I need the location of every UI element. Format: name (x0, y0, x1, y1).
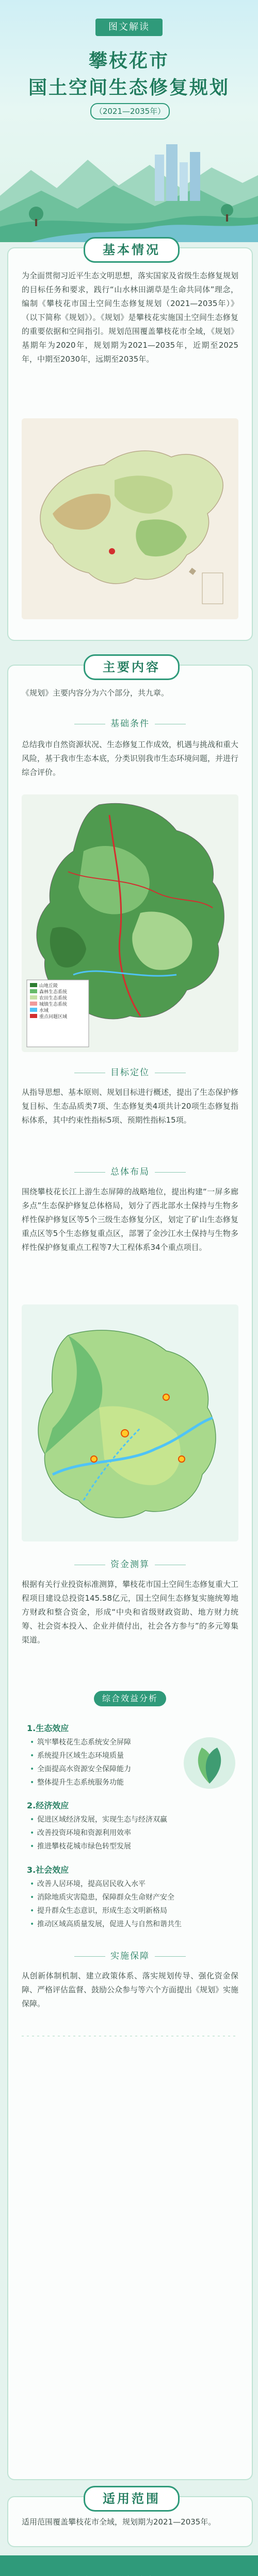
section-funding-text: 根据有关行业投资标准测算，攀枝花市国土空间生态修复重大工程项目建设总投资145.58亿元，国土空间生态修复实施统筹地方财政和整合资金，形成“中央和省级财政资助、地方财力统筹、社会资本投入、企业并债付出，社会各方参与”的多元筹集渠道。 (22, 1580, 239, 1645)
china-map-illustration (22, 418, 238, 619)
benefit-item: • 系统提升区域生态环境质量 (37, 1751, 124, 1761)
hero-years: （2021—2035年） (90, 103, 170, 120)
ecology-map (22, 794, 238, 1052)
legend-item (30, 983, 87, 989)
china-location-map (22, 418, 238, 619)
legend-swatch (30, 995, 37, 999)
layout-map-illustration (22, 1304, 238, 1541)
legend-label: 森林生态系统 (39, 990, 68, 995)
legend-swatch (30, 1002, 37, 1006)
section-basic-conditions-title: 基础条件 (8, 716, 252, 729)
footer-publisher (0, 2574, 258, 2576)
basic-info-text: 为全面贯彻习近平生态文明思想，落实国家及省级生态修复规划的目标任务和要求，践行“山水林田湖草是生命共同体”理念，编制《攀枝花市国土空间生态修复规划（2021—2035年）》（以下简称《规划》）。《规划》是攀枝花实施国土空间生态修复的重要依据和空间指引。规划范围覆盖攀枝花市全域，《规划》基期年为2020年，规划期为2021—2035年，近期至2025年，中期至2030年，远期至2035年。 (22, 271, 239, 364)
legend-item (30, 1002, 87, 1008)
legend-label: 重点问题区域 (39, 1014, 68, 1020)
scope-title: 适用范围 (84, 2486, 180, 2512)
legend-item (30, 1008, 87, 1014)
legend-label: 农田生态系统 (39, 996, 68, 1001)
legend-label: 山地丘陵 (39, 984, 58, 989)
ecology-map-legend (30, 983, 87, 1020)
legend-swatch (30, 1014, 37, 1018)
benefit-item: • 改善投资环境和资源利用效率 (37, 1828, 131, 1838)
legend-swatch (30, 1008, 37, 1012)
hero-title-line2: 国土空间生态修复规划 (28, 77, 230, 98)
benefit-leaf-illustration (179, 1732, 240, 1794)
benefit-item: • 推动区域高质量发展，促进人与自然和谐共生 (37, 1919, 182, 1929)
layout-map (22, 1304, 238, 1541)
section-layout-text: 围绕攀枝花长江上游生态屏障的战略地位，提出构建“一屏多廊多点”生态保护修复总体格局，划分了西北部水土保持与生物多样性保护修复区等5个三级生态修复分区，划定了矿山生态修复重点区等5个生态修复重点区，部署了金沙江水土保持与生物多样性保护修复重点工程等7大工程体系34个重点项目。 (22, 1187, 238, 1252)
scope-text: 适用范围覆盖攀枝花市全域，规划期为2021—2035年。 (22, 2517, 216, 2527)
benefit-item: • 整体提升生态系统服务功能 (37, 1777, 124, 1788)
benefit-item: • 推进攀枝花城市绿色转型发展 (37, 1841, 131, 1852)
main-content-card (7, 660, 253, 2480)
footer (0, 2555, 258, 2576)
legend-label: 水域 (39, 1008, 49, 1013)
section-goals-title: 目标定位 (8, 1065, 252, 1078)
benefit-group-title: 2.经济效应 (27, 1801, 69, 1810)
legend-swatch (30, 983, 37, 987)
section-basic-conditions-text: 总结我市自然资源状况、生态修复工作成效，机遇与挑战和重大风险，基于我市生态本底，分类识别我市生态环境问题，并进行综合评价。 (22, 740, 239, 777)
legend-label: 城镇生态系统 (39, 1002, 68, 1007)
section-goals-text: 从指导思想、基本原则、规划目标进行概述，提出了生态保护修复目标、生态品质类7项、生态修复类4项共计20项生态修复指标体系，其中约束性指标5项、预期性指标15项。 (22, 1088, 239, 1125)
legend-item (30, 1014, 87, 1020)
main-intro-text: 《规划》主要内容分为六个部分，共九章。 (22, 688, 169, 698)
scope-card (7, 2492, 253, 2547)
hero-title-line1: 攀枝花市 (88, 50, 169, 72)
benefit-item: • 改善人居环境，提高居民收入水平 (37, 1879, 146, 1889)
decorative-divider (22, 2031, 238, 2453)
section-implementation-text: 从创新体制机制、建立政策体系、落实规划传导、强化资金保障、严格评估监督、鼓励公众参与等六个方面提出《规划》实施保障。 (22, 1971, 239, 2008)
section-benefits-pill: 综合效益分析 (94, 1691, 166, 1706)
benefit-group-title: 3.社会效应 (27, 1865, 69, 1875)
legend-item (30, 989, 87, 995)
benefit-item: • 消除地质灾害隐患，保障群众生命财产安全 (37, 1892, 174, 1903)
section-funding-title: 资金测算 (8, 1557, 252, 1570)
basic-info-card (7, 243, 253, 641)
legend-swatch (30, 989, 37, 993)
hero-banner (0, 0, 258, 242)
benefit-item: • 促进区域经济发展，实现生态与经济双赢 (37, 1815, 167, 1825)
main-content-title: 主要内容 (84, 654, 180, 680)
basic-info-title: 基本情况 (84, 237, 180, 263)
section-implementation-title: 实施保障 (8, 1948, 252, 1961)
hero-landscape-illustration (0, 124, 258, 242)
section-layout-title: 总体布局 (8, 1164, 252, 1177)
hero-tag: 图文解读 (95, 19, 163, 36)
benefit-item: • 提升群众生态意识，形成生态文明新格局 (37, 1906, 167, 1916)
legend-item (30, 995, 87, 1002)
benefit-group-title: 1.生态效应 (27, 1723, 69, 1733)
benefit-item: • 筑牢攀枝花生态系统安全屏障 (37, 1737, 131, 1748)
benefit-item: • 全面提高水资源安全保障能力 (37, 1764, 131, 1774)
